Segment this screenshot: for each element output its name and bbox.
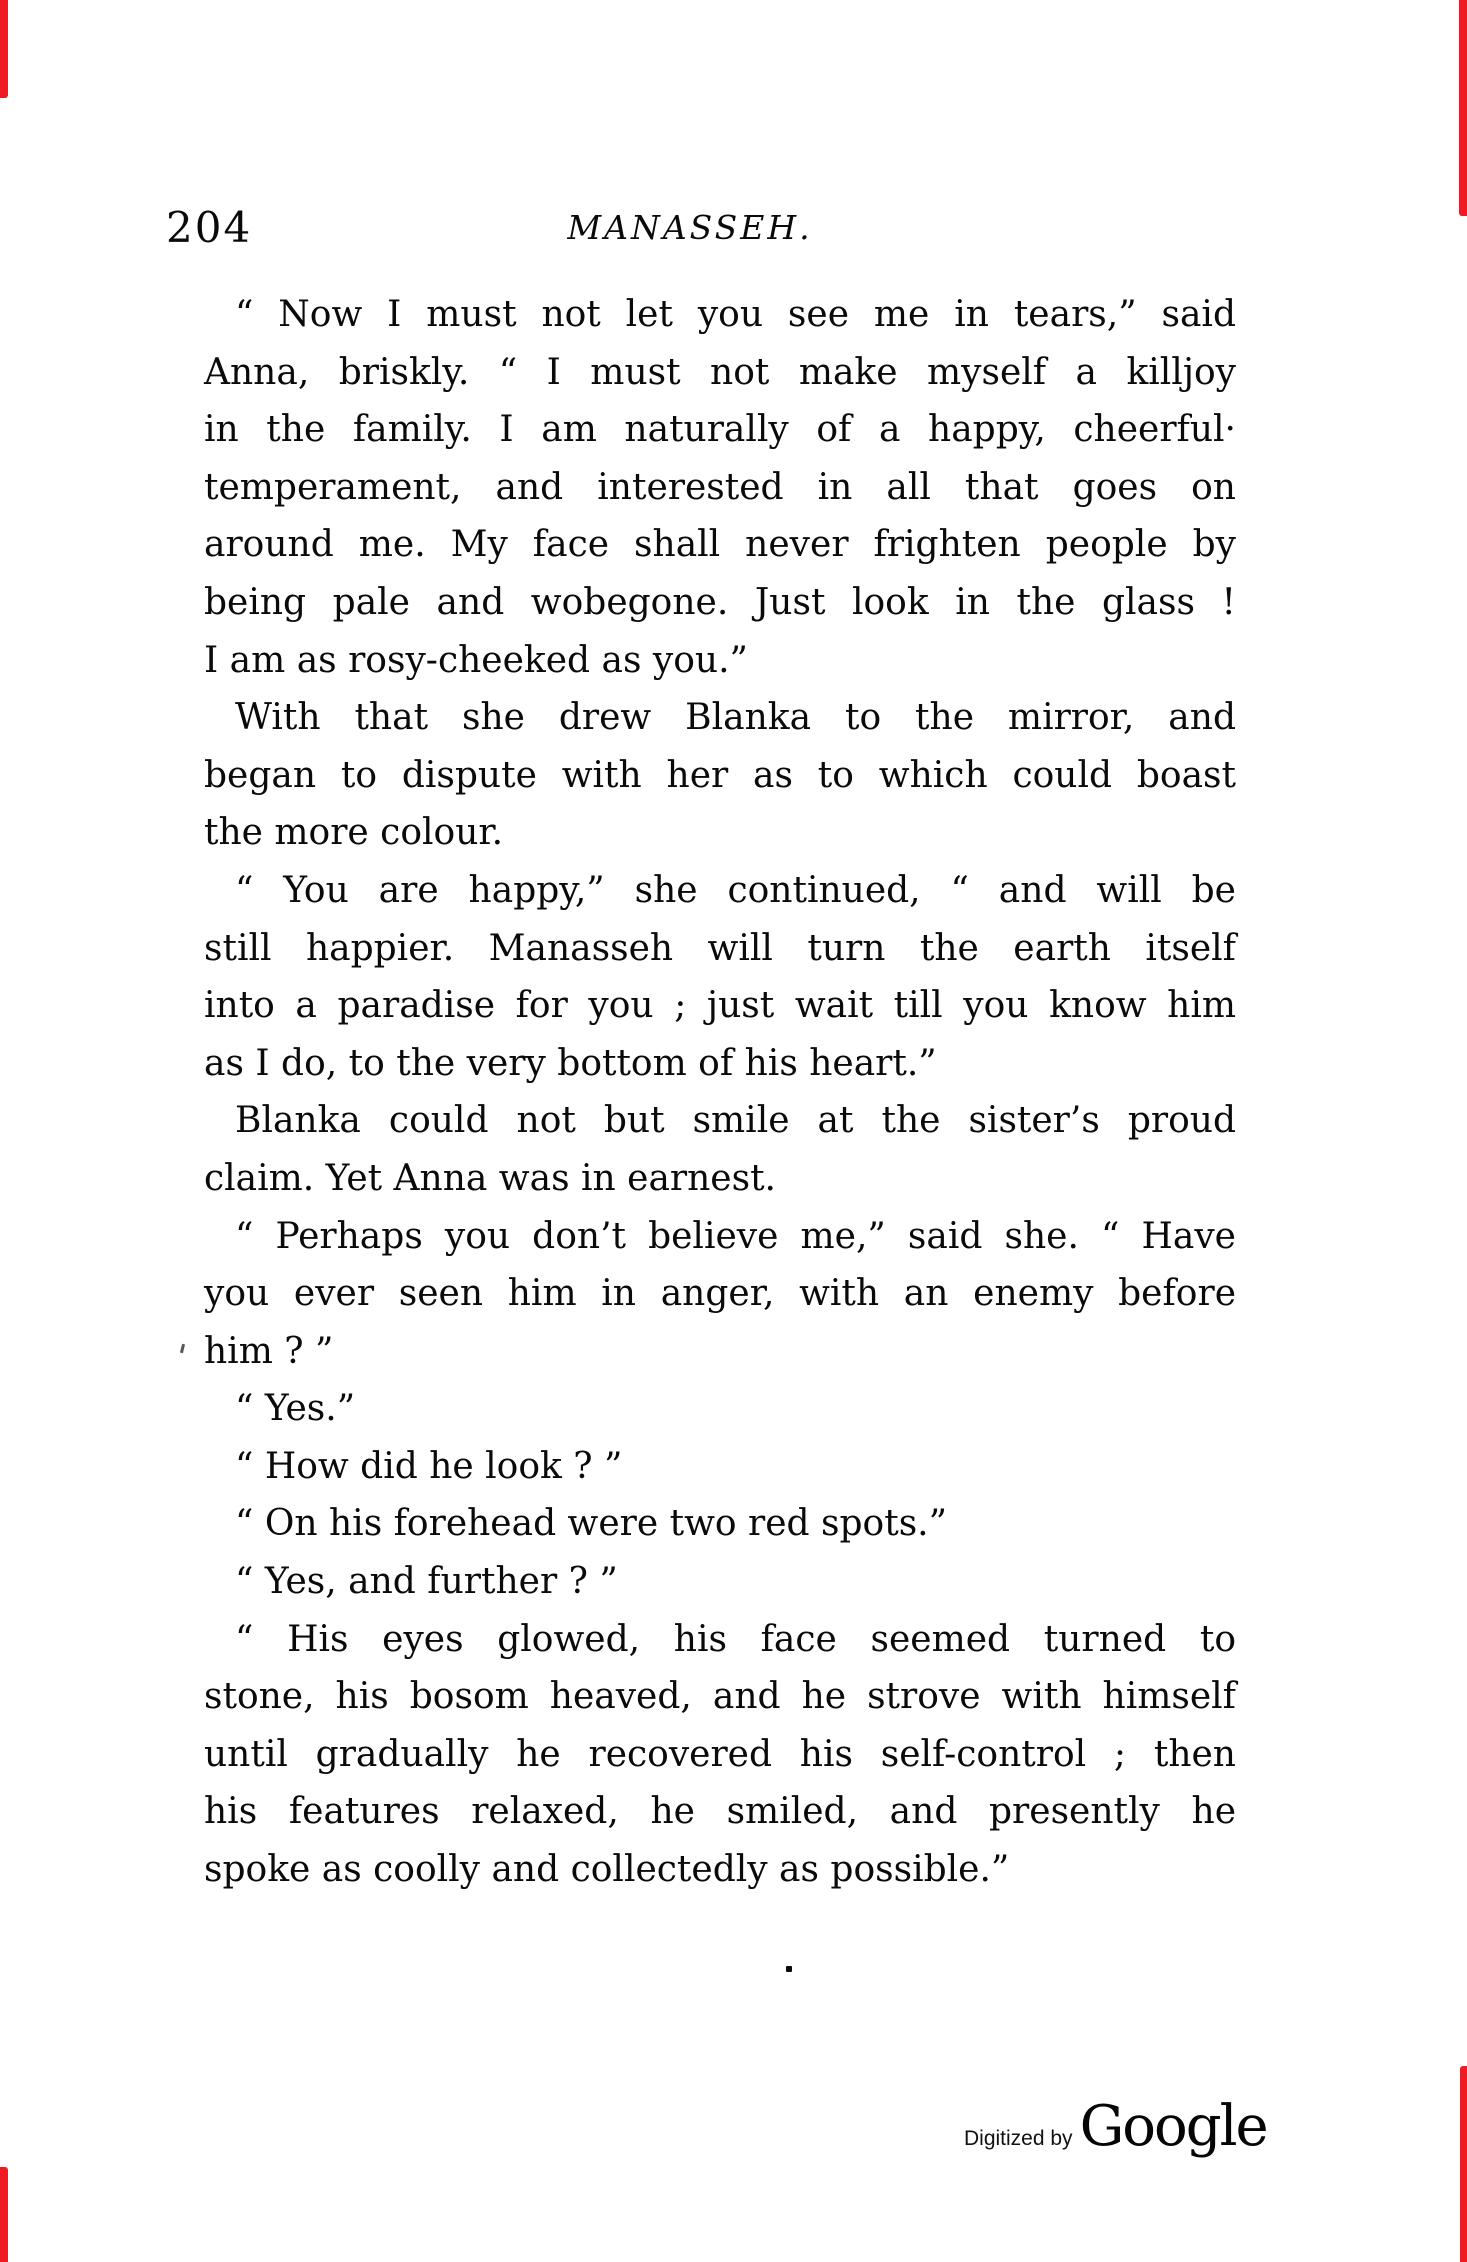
text-line: Blanka could not but smile at the sister’s proud bbox=[235, 1100, 1236, 1142]
text-line: Anna, briskly. “ I must not make myself a killjoy bbox=[204, 351, 1236, 393]
scan-edge-artifact-bottom-right bbox=[1460, 2066, 1467, 2262]
running-header: MANASSEH. bbox=[567, 208, 813, 247]
text-line: until gradually he recovered his self-control ; then bbox=[204, 1733, 1236, 1775]
text-line: “ Perhaps you don’t believe me,” said she. “ Have bbox=[235, 1215, 1236, 1257]
text-line: still happier. Manasseh will turn the earth itself bbox=[204, 927, 1236, 969]
text-line: him ? ” bbox=[204, 1330, 334, 1372]
text-line: “ On his forehead were two red spots.” bbox=[235, 1503, 948, 1545]
text-line: “ His eyes glowed, his face seemed turned to bbox=[235, 1618, 1236, 1660]
text-line: With that she drew Blanka to the mirror, and bbox=[235, 697, 1236, 739]
body-text bbox=[204, 286, 1236, 1899]
text-line: being pale and wobegone. Just look in the glass ! bbox=[204, 581, 1236, 623]
text-line: around me. My face shall never frighten people by bbox=[204, 524, 1236, 566]
ink-dot-artifact bbox=[786, 1966, 792, 1972]
text-line: stone, his bosom heaved, and he strove with himself bbox=[204, 1676, 1236, 1718]
text-line: claim. Yet Anna was in earnest. bbox=[204, 1157, 776, 1199]
digitization-credit bbox=[964, 2094, 1267, 2159]
text-line: I am as rosy-cheeked as you.” bbox=[204, 639, 748, 681]
page-number: 204 bbox=[166, 203, 253, 252]
text-line: “ You are happy,” she continued, “ and will be bbox=[235, 869, 1236, 911]
scan-edge-artifact-top-right bbox=[1459, 0, 1467, 216]
text-line: “ Yes.” bbox=[235, 1388, 356, 1430]
text-line: “ Yes, and further ? ” bbox=[235, 1561, 618, 1603]
text-line: his features relaxed, he smiled, and presently he bbox=[204, 1791, 1236, 1833]
text-line: “ How did he look ? ” bbox=[235, 1445, 623, 1487]
text-line: began to dispute with her as to which could boast bbox=[204, 754, 1236, 796]
google-logo: Google bbox=[1079, 2094, 1267, 2159]
scan-edge-artifact-top-left bbox=[0, 0, 8, 98]
text-line: as I do, to the very bottom of his heart.” bbox=[204, 1042, 937, 1084]
text-line: temperament, and interested in all that goes on bbox=[204, 466, 1236, 508]
text-line: “ Now I must not let you see me in tears,” said bbox=[235, 294, 1236, 335]
ink-speck-artifact bbox=[180, 1344, 185, 1353]
digitized-by-label: Digitized by bbox=[964, 2127, 1073, 2150]
text-line: into a paradise for you ; just wait till you know him bbox=[204, 985, 1236, 1027]
text-line: you ever seen him in anger, with an enemy before bbox=[204, 1273, 1236, 1315]
text-line: in the family. I am naturally of a happy, cheerful· bbox=[204, 409, 1236, 451]
text-line: the more colour. bbox=[204, 812, 504, 854]
text-line: spoke as coolly and collectedly as possible.” bbox=[204, 1849, 1010, 1891]
scan-edge-artifact-bottom-left bbox=[0, 2167, 8, 2262]
